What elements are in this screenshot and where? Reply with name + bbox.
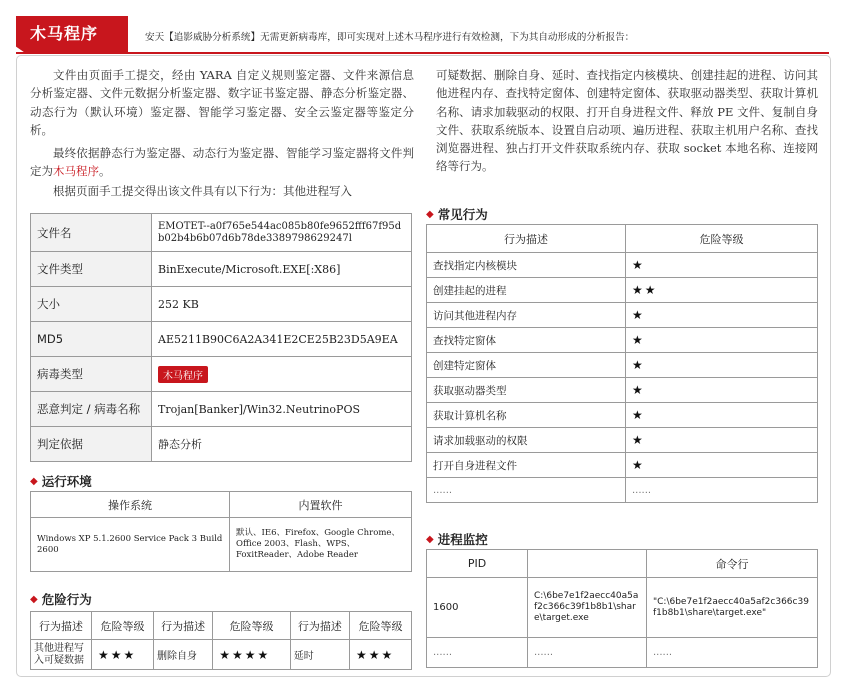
- column-header: 危险等级: [213, 612, 290, 640]
- table-row: [427, 453, 818, 478]
- table-row: [427, 578, 818, 638]
- bullet-icon: ◆: [30, 476, 38, 487]
- file-info-key: MD5: [31, 322, 152, 357]
- table-row: [31, 392, 412, 427]
- behavior-desc: 其他进程写入可疑数据: [31, 640, 92, 670]
- process-path: ......: [528, 638, 647, 668]
- table-row: [31, 214, 412, 252]
- table-row: [427, 303, 818, 328]
- section-title-common-label: 常见行为: [437, 207, 488, 222]
- behavior-desc: 访问其他进程内存: [427, 303, 626, 328]
- behavior-level: ★★★★: [213, 640, 290, 670]
- column-header: [528, 550, 647, 578]
- bullet-icon: ◆: [426, 534, 434, 545]
- column-header: 命令行: [647, 550, 818, 578]
- behavior-level: ★: [626, 378, 818, 403]
- table-row: [31, 518, 412, 572]
- behavior-desc: 创建特定窗体: [427, 353, 626, 378]
- os-value: Windows XP 5.1.2600 Service Pack 3 Build 2600: [31, 518, 230, 572]
- behavior-desc: 查找指定内核模块: [427, 253, 626, 278]
- table-row: [427, 550, 818, 578]
- paragraph-behaviors-list: 可疑数据、删除自身、延时、查找指定内核模块、创建挂起的进程、访问其他进程内存、查找特定窗体、创建特定窗体、获取驱动器类型、获取计算机名称、请求加载驱动的权限、打开自身进程文件、释放 PE 文件、复制自身文件、获取系统版本、设置自启动项、遍历进程、获取主机用户名称、查找浏览器进程、独占打开文件获取系统内存、获取 socket 本地名称、连接网络等行为。: [436, 68, 818, 174]
- file-info-value: 252 KB: [152, 287, 412, 322]
- process-command: ......: [647, 638, 818, 668]
- section-title-danger: [30, 590, 92, 608]
- file-info-key: 大小: [31, 287, 152, 322]
- behavior-level: ★: [626, 328, 818, 353]
- pid-value: ......: [427, 638, 528, 668]
- file-info-value: EMOTET--a0f765e544ac085b80fe9652fff67f95db02b4b6b07d6b78de3389798629247l: [152, 214, 412, 252]
- bullet-icon: ◆: [30, 594, 38, 605]
- column-header: 操作系统: [31, 492, 230, 518]
- table-row: [427, 403, 818, 428]
- bullet-icon: ◆: [426, 209, 434, 220]
- table-row: [31, 287, 412, 322]
- table-row: [427, 328, 818, 353]
- behavior-desc: 延时: [290, 640, 349, 670]
- behavior-level: ★: [626, 303, 818, 328]
- section-title-common: [426, 205, 488, 223]
- behavior-level: ★★★: [349, 640, 411, 670]
- column-header: 行为描述: [31, 612, 92, 640]
- table-row: [427, 253, 818, 278]
- behavior-desc: 打开自身进程文件: [427, 453, 626, 478]
- table-row: [427, 225, 818, 253]
- category-tag-label: 木马程序: [30, 24, 99, 43]
- column-header: 行为描述: [290, 612, 349, 640]
- behavior-desc: ......: [427, 478, 626, 503]
- process-command: "C:\6be7e1f2aecc40a5af2c366c39f1b8b1\share\target.exe": [647, 578, 818, 638]
- behavior-level: ......: [626, 478, 818, 503]
- verdict-text: 最终依据静态行为鉴定器、动态行为鉴定器、智能学习鉴定器将文件判定为: [30, 146, 414, 179]
- table-row: [427, 478, 818, 503]
- software-value: 默认、IE6、Firefox、Google Chrome、Office 2003、Flash、WPS、FoxitReader、Adobe Reader: [230, 518, 412, 572]
- behavior-level: ★★★: [92, 640, 154, 670]
- section-title-runtime: [30, 472, 92, 490]
- intro-text: 安天【追影威胁分析系统】无需更新病毒库，即可实现对上述木马程序进行有效检测，下为其自动形成的分析报告：: [145, 32, 635, 43]
- column-header: PID: [427, 550, 528, 578]
- verdict-end: 。: [99, 164, 111, 179]
- column-header: 危险等级: [626, 225, 818, 253]
- file-info-value: BinExecute/Microsoft.EXE[:X86]: [152, 252, 412, 287]
- section-title-danger-label: 危险行为: [41, 592, 92, 607]
- file-info-value: [152, 357, 412, 392]
- behavior-desc: 请求加载驱动的权限: [427, 428, 626, 453]
- behavior-level: ★: [626, 453, 818, 478]
- table-row: [31, 492, 412, 518]
- file-info-key: 恶意判定 / 病毒名称: [31, 392, 152, 427]
- behavior-level: ★: [626, 403, 818, 428]
- table-row: [427, 353, 818, 378]
- file-info-key: 文件名: [31, 214, 152, 252]
- file-info-value: Trojan[Banker]/Win32.NeutrinoPOS: [152, 392, 412, 427]
- header-divider: [16, 52, 829, 54]
- table-row: [427, 378, 818, 403]
- section-title-process: [426, 530, 488, 548]
- section-title-runtime-label: 运行环境: [41, 474, 92, 489]
- runtime-table: [30, 491, 412, 572]
- column-header: 行为描述: [154, 612, 213, 640]
- table-row: [427, 278, 818, 303]
- behavior-desc: 获取计算机名称: [427, 403, 626, 428]
- process-table: [426, 549, 818, 668]
- behavior-level: ★: [626, 253, 818, 278]
- common-behavior-table: [426, 224, 818, 503]
- file-info-key: 文件类型: [31, 252, 152, 287]
- table-row: [31, 427, 412, 462]
- file-info-value: AE5211B90C6A2A341E2CE25B23D5A9EA: [152, 322, 412, 357]
- file-info-key: 病毒类型: [31, 357, 152, 392]
- table-row: [31, 322, 412, 357]
- table-row: [31, 640, 412, 670]
- file-info-key: 判定依据: [31, 427, 152, 462]
- behavior-level: ★: [626, 428, 818, 453]
- section-title-process-label: 进程监控: [437, 532, 488, 547]
- paragraph-verdict: [30, 144, 414, 181]
- column-header: 危险等级: [349, 612, 411, 640]
- column-header: 内置软件: [230, 492, 412, 518]
- behavior-desc: 获取驱动器类型: [427, 378, 626, 403]
- file-info-table: [30, 213, 412, 462]
- behavior-desc: 查找特定窗体: [427, 328, 626, 353]
- behavior-level: ★★: [626, 278, 818, 303]
- pid-value: 1600: [427, 578, 528, 638]
- table-row: [31, 357, 412, 392]
- verdict-highlight: 木马程序: [53, 164, 99, 179]
- behavior-level: ★: [626, 353, 818, 378]
- file-info-value: 静态分析: [152, 427, 412, 462]
- behavior-desc: 删除自身: [154, 640, 213, 670]
- table-row: [31, 612, 412, 640]
- table-row: [427, 428, 818, 453]
- virus-type-badge: 木马程序: [158, 366, 208, 383]
- process-path: C:\6be7e1f2aecc40a5af2c366c39f1b8b1\share\target.exe: [528, 578, 647, 638]
- table-row: [427, 638, 818, 668]
- danger-table: [30, 611, 412, 670]
- paragraph-analysis: 文件由页面手工提交，经由 YARA 自定义规则鉴定器、文件来源信息分析鉴定器、文件元数据分析鉴定器、数字证书鉴定器、静态分析鉴定器、动态行为（默认环境）鉴定器、智能学习鉴定器、安全云鉴定器等鉴定分析。: [30, 68, 414, 137]
- paragraph-behaviors-intro: 根据页面手工提交得出该文件具有以下行为：其他进程写入: [53, 184, 352, 198]
- table-row: [31, 252, 412, 287]
- column-header: 危险等级: [92, 612, 154, 640]
- behavior-desc: 创建挂起的进程: [427, 278, 626, 303]
- column-header: 行为描述: [427, 225, 626, 253]
